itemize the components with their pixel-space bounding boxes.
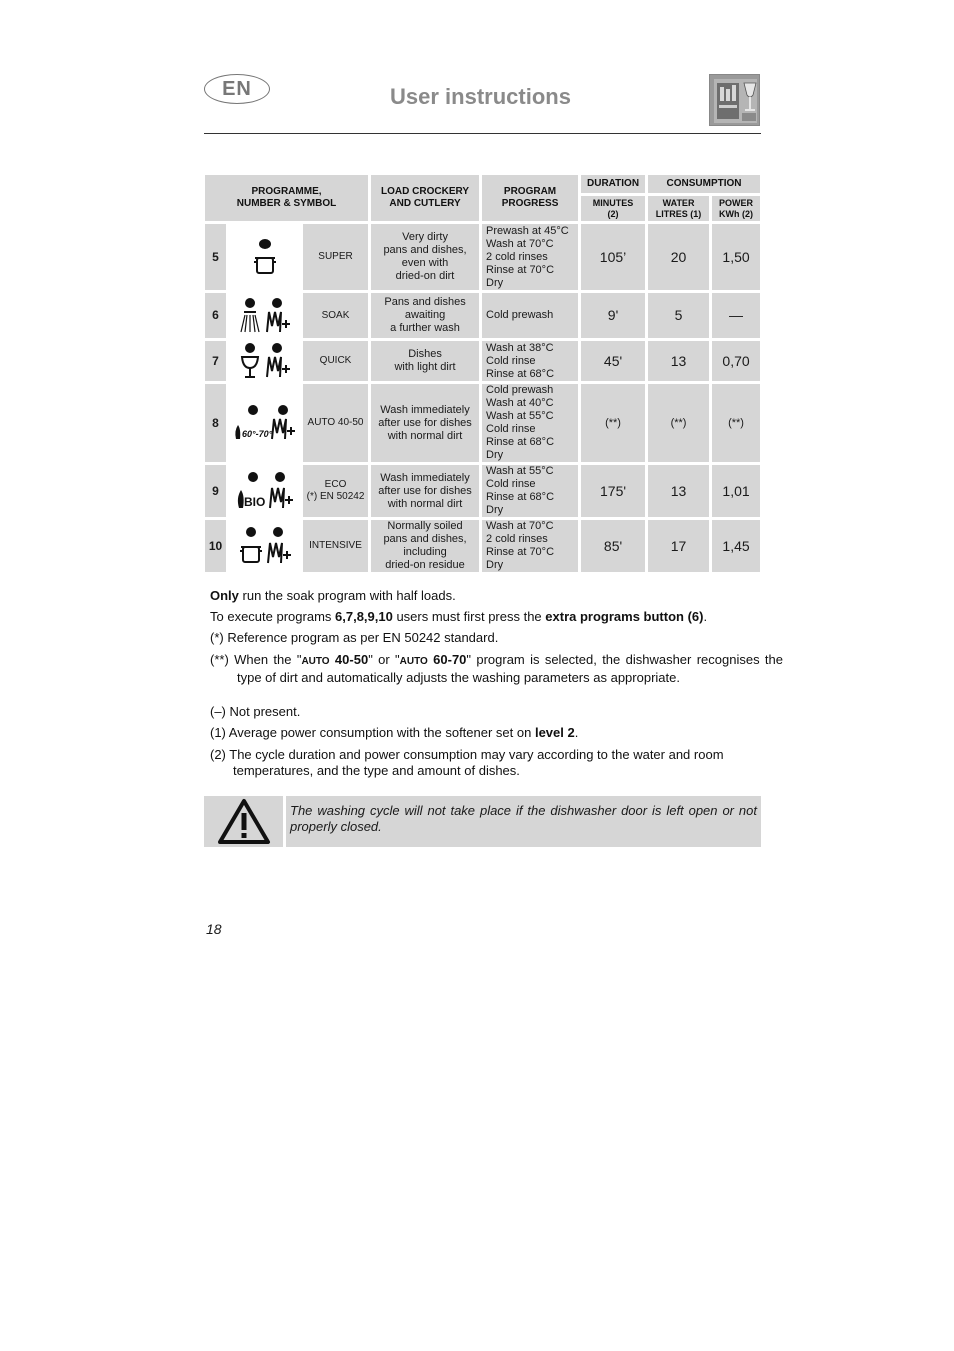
programme-name: AUTO 40-50 [303,384,368,462]
dishwasher-photo-icon [709,74,760,126]
programme-number: 5 [205,224,226,290]
program-progress: Wash at 70°C 2 cold rinses Rinse at 70°C Dry [482,520,578,572]
table-row [205,341,760,381]
power-kwh: — [712,293,760,338]
language-badge: EN [204,74,270,104]
note-cycle-duration: (2) The cycle duration and power consumption may vary according to the water and room temperatures, and the type and amount of dishes. [210,747,724,778]
header-water: WATER LITRES (1) [648,196,709,221]
table-row [205,293,760,338]
bio-icon [237,472,264,509]
half-load-icon [267,298,290,332]
water-litres: (**) [648,384,709,462]
note-extra-programs: To execute programs 6,7,8,9,10 users must first press the extra programs button (6). [210,609,708,624]
header-minutes: MINUTES (2) [581,196,645,221]
programme-symbol [229,293,300,338]
note-reference-program: (*) Reference program as per EN 50242 standard. [210,630,499,645]
page-title: User instructions [390,84,571,109]
programme-symbol [229,384,300,462]
water-litres: 5 [648,293,709,338]
load-description: Pans and dishes awaiting a further wash [371,293,479,338]
half-load-icon [267,343,290,377]
load-description: Wash immediately after use for dishes with normal dirt [371,384,479,462]
duration-minutes: 85' [581,520,645,572]
duration-minutes: 105’ [581,224,645,290]
programme-name: ECO (*) EN 50242 [303,465,368,517]
duration-minutes: 45' [581,341,645,381]
table-row [205,465,760,517]
power-kwh: (**) [712,384,760,462]
power-kwh: 1,45 [712,520,760,572]
note-auto-program: (**) When the "AUTO 40-50" or "AUTO 60-70" program is selected, the dishwasher recognises the type of dirt and automatically adjusts the washing parameters as appropriate. [210,652,783,685]
header-duration: DURATION [581,175,645,193]
programme-name: INTENSIVE [303,520,368,572]
power-kwh: 1,50 [712,224,760,290]
half-load-icon [268,527,291,563]
duration-minutes: 175' [581,465,645,517]
programme-number: 9 [205,465,226,517]
water-litres: 20 [648,224,709,290]
programme-symbol [229,224,300,290]
program-progress: Cold prewash [482,293,578,338]
programme-name: SUPER [303,224,368,290]
warning-triangle-icon [204,796,283,847]
programme-symbol [229,465,300,517]
table-row [205,384,760,462]
header-divider [204,133,761,134]
programme-number: 8 [205,384,226,462]
header-load: LOAD CROCKERY AND CUTLERY [371,175,479,221]
table-row [205,224,760,290]
program-progress: Wash at 55°C Cold rinse Rinse at 68°C Dry [482,465,578,517]
load-description: Normally soiled pans and dishes, including dried-on residue [371,520,479,572]
duration-minutes: (**) [581,384,645,462]
note-not-present: (–) Not present. [210,704,301,719]
warning-text: The washing cycle will not take place if the dishwasher door is left open or not properly closed. [286,796,761,847]
warning-icon-box [204,796,283,847]
load-description: Dishes with light dirt [371,341,479,381]
programme-name: SOAK [303,293,368,338]
water-litres: 17 [648,520,709,572]
programme-number: 6 [205,293,226,338]
auto-sensor-icon [235,405,272,439]
svg-text:60°-70°: 60°-70° [241,429,272,439]
programme-symbol [229,341,300,381]
header-consumption: CONSUMPTION [648,175,760,193]
half-load-icon [272,405,295,439]
programme-number: 7 [205,341,226,381]
svg-text:BIO: BIO [243,495,265,509]
water-litres: 13 [648,341,709,381]
power-kwh: 0,70 [712,341,760,381]
program-progress: Prewash at 45°C Wash at 70°C 2 cold rinses Rinse at 70°C Dry [482,224,578,290]
program-progress: Wash at 38°C Cold rinse Rinse at 68°C [482,341,578,381]
programme-name: QUICK [303,341,368,381]
half-load-icon [270,472,293,508]
glass-icon [242,343,258,377]
duration-minutes: 9' [581,293,645,338]
note-average-power: (1) Average power consumption with the softener set on level 2. [210,725,579,740]
table-row [205,520,760,572]
load-description: Wash immediately after use for dishes with normal dirt [371,465,479,517]
header-progress: PROGRAM PROGRESS [482,175,578,221]
power-kwh: 1,01 [712,465,760,517]
programme-symbol [229,520,300,572]
programme-number: 10 [205,520,226,572]
header-power: POWER KWh (2) [712,196,760,221]
note-half-load: Only run the soak program with half loads. [210,588,456,603]
shower-icon [241,298,259,332]
load-description: Very dirty pans and dishes, even with dried-on dirt [371,224,479,290]
water-litres: 13 [648,465,709,517]
programme-table [202,172,763,575]
header-programme: PROGRAMME, NUMBER & SYMBOL [205,175,368,221]
program-progress: Cold prewash Wash at 40°C Wash at 55°C Cold rinse Rinse at 68°C Dry [482,384,578,462]
pot-icon [240,527,262,562]
page-number: 18 [206,921,222,937]
pot-icon [245,234,285,280]
